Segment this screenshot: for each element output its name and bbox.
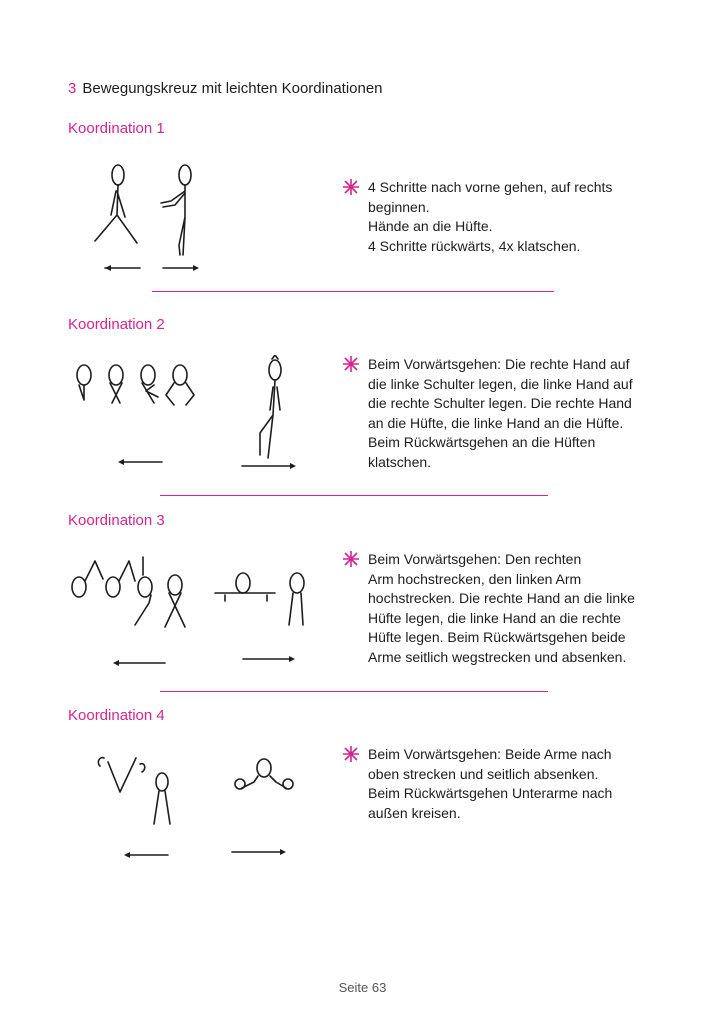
description-line: 4 Schritte nach vorne gehen, auf rechts [368, 179, 613, 195]
description-line: Beim Rückwärtsgehen Unterarme nach [368, 785, 613, 801]
asterisk-star-icon [342, 178, 360, 196]
koordination-4-description [342, 745, 642, 823]
description-line: Beim Rückwärtsgehen an die Hüften [368, 434, 596, 450]
description-line: oben strecken und seitlich absenken. [368, 765, 599, 782]
koordination-2-illustration [70, 355, 310, 475]
koordination-1-heading: Koordination 1 [68, 120, 165, 137]
description-line: 4 Schritte rückwärts, 4x klatschen. [368, 237, 581, 254]
description-line: Arme seitlich wegstrecken und absenken. [368, 648, 627, 665]
description-line: Hüfte legen, die linke Hand an die rechte [368, 609, 621, 626]
description-line: Beim Vorwärtsgehen: Die rechte Hand auf [368, 356, 630, 372]
page-number: Seite 63 [338, 980, 387, 995]
description-line: Hüfte legen. Beim Rückwärtsgehen beide [368, 629, 626, 645]
description-line: an die Hüfte, die linke Hand an die Hüfte. [368, 414, 624, 431]
section-divider [160, 691, 548, 692]
asterisk-star-icon [342, 550, 360, 568]
koordination-1-description [342, 178, 642, 256]
description-line: hochstrecken. Die rechte Hand an die linke [368, 590, 635, 606]
koordination-2-description [342, 355, 642, 472]
koordination-4-heading: Koordination 4 [68, 707, 165, 724]
koordination-4-illustration [90, 752, 300, 864]
koordination-3-description [342, 550, 642, 667]
koordination-1-illustration [85, 155, 225, 280]
section-title [68, 80, 383, 97]
section-divider [160, 495, 548, 496]
description-line: Arm hochstrecken, den linken Arm [368, 570, 582, 587]
description-line: die linke Schulter legen, die linke Hand auf [368, 375, 633, 392]
asterisk-star-icon [342, 745, 360, 763]
section-number: 3 [68, 80, 77, 97]
description-line: Beim Vorwärtsgehen: Beide Arme nach [368, 746, 612, 762]
section-divider [152, 291, 554, 292]
asterisk-star-icon [342, 355, 360, 373]
description-line: Beim Vorwärtsgehen: Den rechten [368, 551, 582, 567]
koordination-3-heading: Koordination 3 [68, 512, 165, 529]
description-line: beginnen. [368, 198, 430, 215]
description-line: die rechte Schulter legen. Die rechte Hand [368, 395, 632, 411]
section-title-text: Bewegungskreuz mit leichten Koordinationen [82, 80, 383, 97]
koordination-2-heading: Koordination 2 [68, 316, 165, 333]
description-line: klatschen. [368, 453, 432, 470]
koordination-3-illustration [65, 555, 320, 670]
description-line: außen kreisen. [368, 804, 461, 821]
description-line: Hände an die Hüfte. [368, 218, 493, 234]
